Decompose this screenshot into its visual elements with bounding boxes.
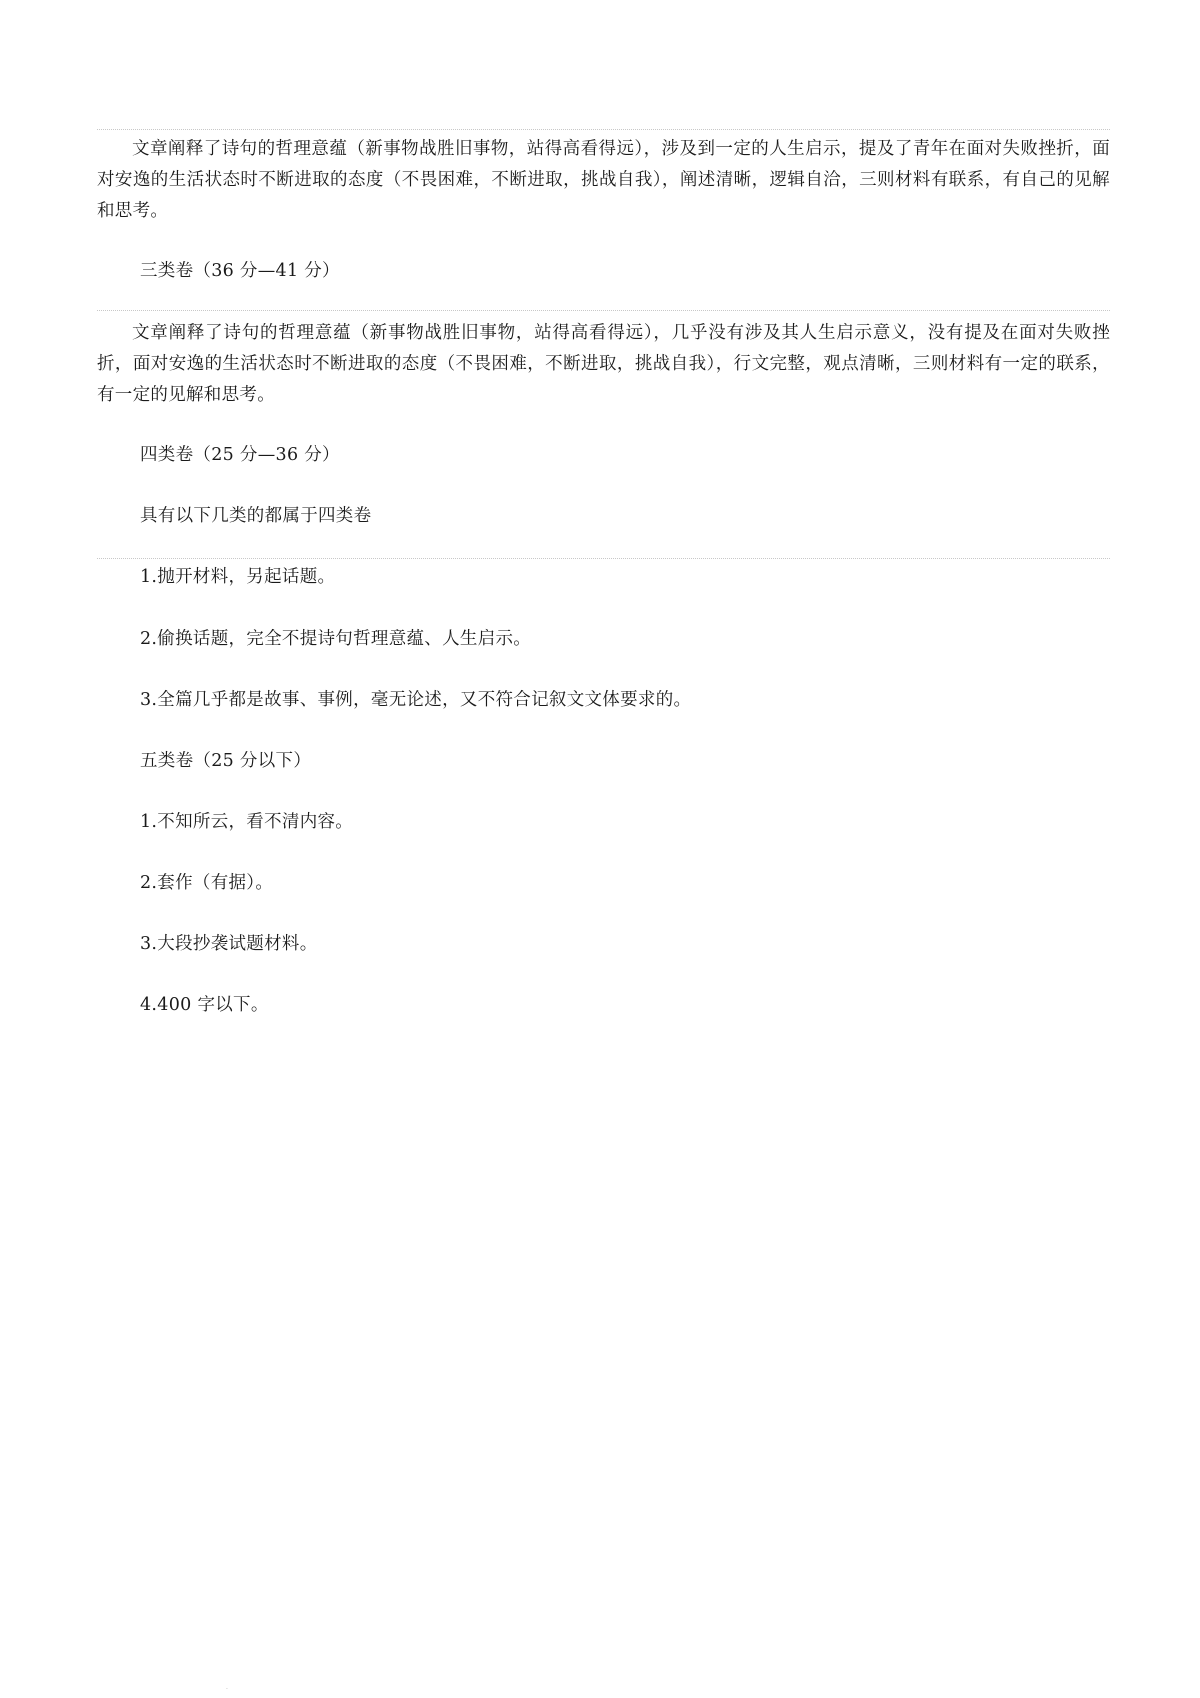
grade-five-heading: 五类卷（25 分以下） (140, 751, 312, 771)
grade-four-item: 3.全篇几乎都是故事、事例，毫无论述，又不符合记叙文文体要求的。 (140, 690, 692, 710)
footer-dot-mark: · (226, 1686, 228, 1693)
grade-four-item: 1.抛开材料，另起话题。 (140, 567, 336, 587)
grade-five-item: 3.大段抄袭试题材料。 (140, 934, 318, 954)
dotted-divider (97, 310, 1110, 311)
grade-five-item: 4.400 字以下。 (140, 995, 269, 1015)
grade-four-heading: 四类卷（25 分—36 分） (140, 445, 340, 465)
dotted-divider (97, 129, 1110, 130)
grade-five-item: 1.不知所云，看不清内容。 (140, 812, 354, 832)
grade-three-heading: 三类卷（36 分—41 分） (140, 261, 340, 281)
grade-three-criteria-paragraph: 文章阐释了诗句的哲理意蕴（新事物战胜旧事物，站得高看得远），几乎没有涉及其人生启示意义，没有提及在面对失败挫折，面对安逸的生活状态时不断进取的态度（不畏困难，不断进取，挑战自我），行文完整，观点清晰，三则材料有一定的联系，有一定的见解和思考。 (97, 323, 1110, 405)
grade-two-criteria-paragraph: 文章阐释了诗句的哲理意蕴（新事物战胜旧事物，站得高看得远），涉及到一定的人生启示，提及了青年在面对失败挫折，面对安逸的生活状态时不断进取的态度（不畏困难，不断进取，挑战自我），阐述清晰，逻辑自洽，三则材料有联系，有自己的见解和思考。 (97, 139, 1110, 221)
dotted-divider (97, 558, 1110, 559)
grade-four-intro: 具有以下几类的都属于四类卷 (140, 506, 372, 526)
grade-four-item: 2.偷换话题，完全不提诗句哲理意蕴、人生启示。 (140, 629, 532, 649)
grade-five-item: 2.套作（有据）。 (140, 873, 274, 893)
